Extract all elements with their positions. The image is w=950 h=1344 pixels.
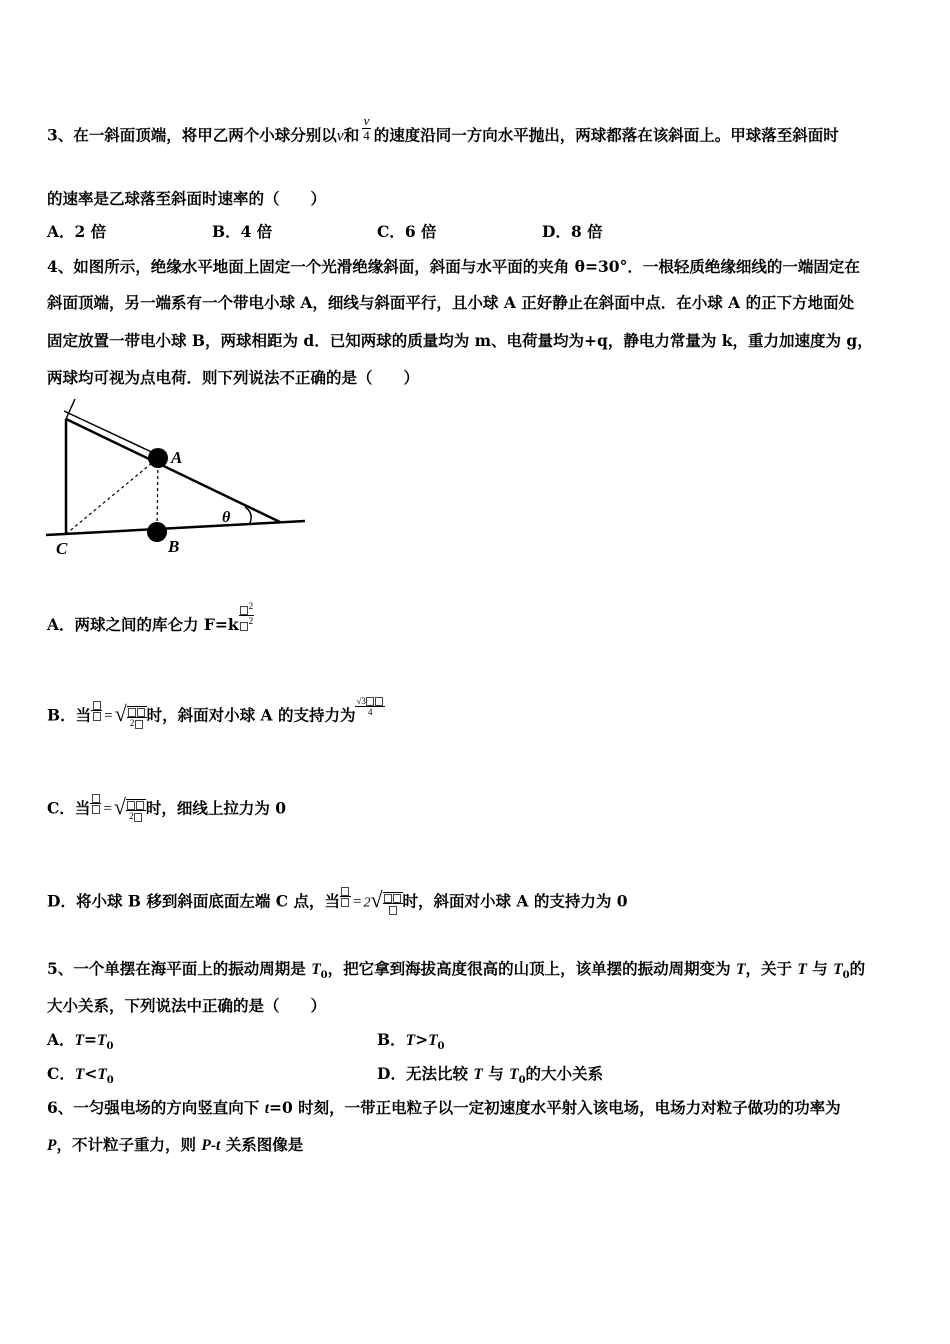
q5-t0-sub: 0 — [320, 970, 328, 982]
q5-opt-b-t0: T — [428, 1032, 438, 1049]
q5-t-symbol: T — [736, 961, 746, 978]
q5-opt-c-label: C． — [47, 1064, 75, 1083]
q4-option-c — [47, 794, 287, 822]
dashed-ac — [66, 458, 158, 534]
q4-opt-d-ratio — [340, 886, 351, 908]
q5-opt-d-sub: 0 — [518, 1075, 526, 1087]
q4-option-b — [47, 695, 385, 729]
q4-opt-c-sqrt-frac — [126, 800, 146, 822]
q4-opt-d-pre: D．将小球 B 移到斜面底面左端 C 点，当 — [47, 891, 340, 911]
q3-option-c: C．6 倍 — [377, 222, 437, 241]
q6-pt-symbol: P-t — [201, 1137, 221, 1154]
label-c: C — [56, 539, 68, 558]
q5-de: 的 — [849, 959, 866, 978]
q4-opt-b-ratio — [91, 700, 102, 722]
dashed-ab — [157, 458, 158, 532]
q4-opt-b-value — [355, 696, 384, 717]
q4-opt-a-fraction — [239, 601, 255, 631]
q5-opt-b-rel: > — [415, 1030, 429, 1049]
q4-incline-figure — [40, 395, 310, 560]
q3-option-b: B．4 倍 — [212, 222, 273, 241]
q3-he: 和 — [343, 125, 360, 145]
label-b: B — [168, 537, 180, 556]
q5-opt-d-yu: 与 — [482, 1064, 510, 1083]
q4-opt-d-coef: 2 — [363, 895, 371, 911]
q4-opt-c-post: 时，细线上拉力为 0 — [145, 798, 287, 818]
q5-opt-d-label: D．无法比较 — [377, 1064, 474, 1083]
q5-opt-c-t: T — [74, 1066, 85, 1083]
q4-opt-c-pre: C．当 — [47, 798, 91, 818]
ball-a — [148, 448, 168, 468]
q5-opt-d-t: T — [473, 1066, 483, 1083]
q4-opt-a-exp-den: 2 — [248, 616, 254, 627]
q4-opt-b-post: 时，斜面对小球 A 的支持力为 — [146, 705, 356, 725]
q4-opt-b-root3: √3 — [356, 695, 366, 706]
q3-text-a: 3、在一斜面顶端，将甲乙两个小球分别以 — [47, 125, 337, 145]
q6-line-2 — [47, 1135, 303, 1156]
q6-line-1 — [47, 1098, 841, 1119]
q5-t-symbol-2: T — [797, 961, 807, 978]
thread-line — [64, 411, 158, 455]
q3-v: v — [336, 127, 344, 145]
q6-text-a: 6、一匀强电场的方向竖直向下 — [47, 1098, 265, 1117]
q5-opt-a-sub: 0 — [106, 1041, 114, 1053]
q4-opt-b-sqrt: √ 2 — [115, 704, 147, 729]
q5-option-d — [377, 1064, 603, 1091]
q4-line-2: 斜面顶端，另一端系有一个带电小球 A，细线与斜面平行，且小球 A 正好静止在斜面中点．在小球 A 的正下方地面处 — [47, 293, 855, 312]
label-theta: θ — [222, 509, 231, 526]
q5-option-c — [47, 1064, 114, 1091]
q5-opt-d-t0: T — [509, 1066, 519, 1083]
q4-opt-a-text: A．两球之间的库仑力 F=k — [47, 614, 239, 634]
q3-fraction — [362, 114, 371, 143]
q5-opt-b-sub: 0 — [437, 1041, 445, 1053]
q5-opt-b-label: B． — [377, 1030, 406, 1049]
q4-opt-c-eq: = — [103, 801, 112, 818]
q4-opt-a-exp-num: 2 — [248, 601, 254, 611]
q5-t0-symbol: T — [311, 961, 321, 978]
q3-frac-den: 4 — [363, 128, 370, 143]
q3-line-1 — [47, 113, 839, 151]
q4-opt-b-sqrt-coef: 2 — [129, 718, 135, 729]
q6-text-c: ，不计粒子重力，则 — [56, 1135, 202, 1154]
q5-t0-sub-2: 0 — [842, 970, 850, 982]
q4-opt-b-den: 4 — [367, 707, 373, 718]
q5-opt-a-rel: = — [84, 1030, 97, 1049]
q5-opt-a-label: A． — [47, 1030, 75, 1049]
q5-opt-a-t: T — [74, 1032, 84, 1049]
q4-opt-b-eq: = — [104, 708, 113, 725]
q6-text-d: 关系图像是 — [220, 1135, 304, 1154]
q3-option-a: A．2 倍 — [47, 222, 107, 241]
q3-option-d: D．8 倍 — [542, 222, 603, 241]
q5-text-c: ，关于 — [745, 959, 798, 978]
q4-opt-b-sqrt-frac — [127, 707, 147, 729]
q4-option-a — [47, 601, 254, 641]
q5-yu: 与 — [806, 959, 834, 978]
q5-text-a: 5、一个单摆在海平面上的振动周期是 — [47, 959, 312, 978]
q6-text-b: =0 时刻，一带正电粒子以一定初速度水平射入该电场，电场力对粒子做功的功率为 — [269, 1098, 841, 1117]
q4-opt-c-ratio — [90, 793, 101, 815]
q4-opt-d-sqrt: √ — [370, 890, 402, 915]
q4-opt-c-sqrt-coef: 2 — [129, 811, 134, 822]
q5-option-b — [377, 1030, 445, 1057]
q5-t0-symbol-2: T — [833, 961, 843, 978]
q5-opt-c-sub: 0 — [106, 1075, 114, 1087]
q6-p-symbol: P — [47, 1137, 57, 1154]
q5-opt-b-t: T — [405, 1032, 416, 1049]
q4-opt-d-eq: = — [352, 894, 362, 911]
q4-option-d — [47, 887, 628, 915]
q5-option-a — [47, 1030, 113, 1057]
q5-line-2: 大小关系，下列说法中正确的是（ ） — [47, 996, 327, 1015]
ball-b — [147, 522, 167, 542]
q3-line-2: 的速率是乙球落至斜面时速率的（ ） — [47, 189, 327, 208]
angle-arc — [245, 507, 251, 523]
q6-t-symbol: t — [264, 1100, 269, 1117]
q5-opt-c-t0: T — [97, 1066, 107, 1083]
q4-line-3: 固定放置一带电小球 B，两球相距为 d．已知两球的质量均为 m、电荷量均为+q，静电力常量为 k，重力加速度为 g， — [47, 331, 873, 350]
q4-opt-d-post: 时，斜面对小球 A 的支持力为 0 — [402, 891, 628, 911]
incline-surface — [66, 419, 280, 522]
q4-opt-b-pre: B．当 — [47, 705, 92, 725]
q4-line-4: 两球均可视为点电荷．则下列说法不正确的是（ ） — [47, 368, 420, 387]
q4-opt-d-sqrt-frac — [383, 893, 403, 915]
label-a: A — [171, 448, 183, 467]
q5-opt-c-rel: < — [84, 1064, 98, 1083]
q3-text-b: 的速度沿同一方向水平抛出，两球都落在该斜面上。甲球落至斜面时 — [373, 125, 839, 145]
q4-line-1: 4、如图所示，绝缘水平地面上固定一个光滑绝缘斜面，斜面与水平面的夹角 θ=30°．一根轻质绝缘细线的一端固定在 — [47, 257, 860, 276]
q5-opt-d-post: 的大小关系 — [525, 1064, 604, 1083]
ground-line — [46, 521, 305, 535]
q4-opt-c-sqrt: √ 2 — [114, 797, 146, 822]
q5-text-b: ，把它拿到海拔高度很高的山顶上，该单摆的振动周期变为 — [327, 959, 737, 978]
q5-line-1 — [47, 959, 865, 986]
q3-frac-num: v — [363, 113, 370, 128]
q5-opt-a-t0: T — [97, 1032, 107, 1049]
